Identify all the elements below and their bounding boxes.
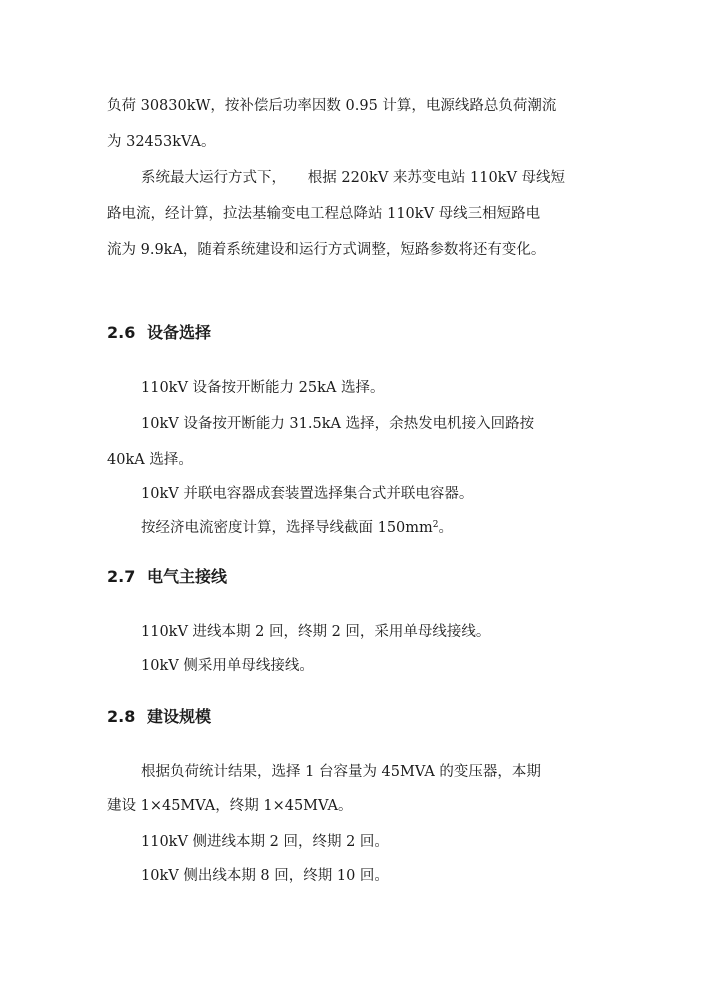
s26-line-1: 110kV 设备按开断能力 25kA 选择。: [141, 380, 385, 396]
s27-line-2: 10kV 侧采用单母线接线。: [141, 658, 314, 674]
s26-line-5-end: 。: [438, 520, 454, 536]
s28-line-1: 根据负荷统计结果，选择 1 台容量为 45MVA 的变压器，本期: [141, 764, 541, 780]
section-heading-2-6: [107, 322, 211, 344]
section-number: 2.7: [107, 567, 136, 586]
intro-line-1: 负荷 30830kW，按补偿后功率因数 0.95 计算，电源线路总负荷潮流: [107, 98, 557, 114]
s28-line-3: 110kV 侧进线本期 2 回，终期 2 回。: [141, 834, 389, 850]
section-title: 电气主接线: [147, 567, 228, 586]
intro-line-4: 路电流，经计算，拉法基输变电工程总降站 110kV 母线三相短路电: [107, 206, 541, 222]
superscript-2: 2: [432, 520, 439, 530]
s26-line-4: 10kV 并联电容器成套装置选择集合式并联电容器。: [141, 486, 474, 502]
intro-line-2: 为 32453kVA。: [107, 134, 216, 150]
section-heading-2-7: [107, 566, 227, 588]
section-heading-2-8: [107, 706, 211, 728]
intro-line-3: 系统最大运行方式下， 根据 220kV 来苏变电站 110kV 母线短: [141, 170, 566, 186]
s26-line-2: 10kV 设备按开断能力 31.5kA 选择，余热发电机接入回路按: [141, 416, 535, 432]
s26-line-3: 40kA 选择。: [107, 452, 193, 468]
section-number: 2.6: [107, 323, 136, 342]
s26-line-5: [141, 518, 453, 538]
section-title: 建设规模: [147, 707, 212, 726]
s28-line-2: 建设 1×45MVA，终期 1×45MVA。: [107, 798, 353, 814]
section-number: 2.8: [107, 707, 136, 726]
intro-line-5: 流为 9.9kA，随着系统建设和运行方式调整，短路参数将还有变化。: [107, 242, 546, 258]
s28-line-4: 10kV 侧出线本期 8 回，终期 10 回。: [141, 868, 389, 884]
section-title: 设备选择: [147, 323, 212, 342]
s26-line-5-text: 按经济电流密度计算，选择导线截面 150mm: [141, 520, 433, 536]
s27-line-1: 110kV 进线本期 2 回，终期 2 回，采用单母线接线。: [141, 624, 491, 640]
